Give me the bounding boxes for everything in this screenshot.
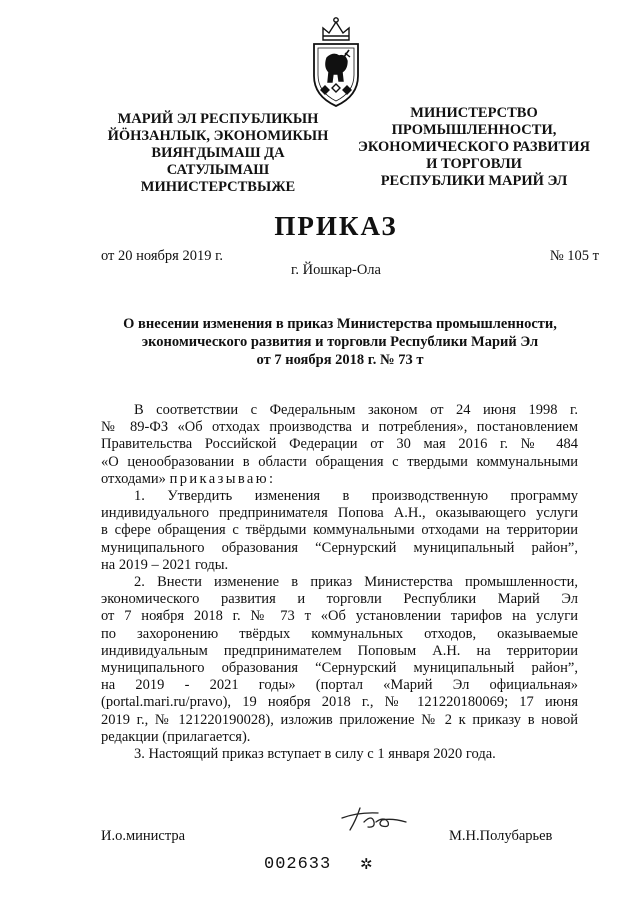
- header-left-line: ВИЯҤДЫМАШ ДА: [151, 145, 285, 161]
- order-date: от 20 ноября 2019 г.: [101, 248, 224, 264]
- header-right-line: РЕСПУБЛИКИ МАРИЙ ЭЛ: [380, 173, 568, 189]
- text-line: 2019 г., № 121220190028), изложив приложение № 2 к приказу в новой: [101, 711, 578, 728]
- orders-word: приказываю:: [169, 470, 276, 487]
- text-line: муниципального образования “Сернурский муниципальный район”,: [101, 660, 578, 677]
- text-line: [101, 471, 578, 488]
- item-1-paragraph: [101, 488, 578, 574]
- header-right-line: ЭКОНОМИЧЕСКОГО РАЗВИТИЯ: [358, 139, 590, 155]
- item-2-paragraph: [101, 574, 578, 746]
- handwritten-signature-icon: [338, 800, 410, 836]
- signatory-position: И.о.министра: [101, 828, 186, 844]
- preamble-paragraph: [101, 402, 578, 488]
- text-line: В соответствии с Федеральным законом от 24 июня 1998 г.: [134, 402, 578, 418]
- text-line: редакции (прилагается).: [101, 728, 251, 745]
- serial-mark: ✲: [360, 857, 373, 873]
- header-right-line: И ТОРГОВЛИ: [426, 156, 522, 172]
- header-right: [354, 105, 594, 190]
- subject-line: О внесении изменения в приказ Министерства промышленности,: [123, 316, 557, 332]
- text-line: на 2019 – 2021 годы.: [101, 556, 229, 573]
- header-right-line: ПРОМЫШЛЕННОСТИ,: [391, 122, 557, 138]
- text-line: Правительства Российской Федерации от 30 мая 2016 г. № 484: [101, 436, 578, 453]
- serial-number: 002633: [264, 855, 332, 874]
- header-left-line: ЙӦНЗАНЛЫК, ЭКОНОМИКЫН: [107, 128, 329, 144]
- text-line: «О ценообразовании в области обращения с твердыми коммунальными: [101, 453, 578, 470]
- order-city: г. Йошкар-Ола: [291, 262, 381, 278]
- text-line: экономического развития и торговли Республики Марий Эл: [101, 591, 578, 608]
- text-line: по захоронению твёрдых коммунальных отходов, оказываемые: [101, 625, 578, 642]
- header-left: [96, 111, 340, 196]
- text-line: (portal.mari.ru/pravo), 19 ноября 2018 г., № 121220180069; 17 июня: [101, 694, 578, 711]
- preamble-prefix: отходами»: [101, 470, 170, 487]
- order-subject: [90, 315, 590, 369]
- header-left-line: МАРИЙ ЭЛ РЕСПУБЛИКЫН: [117, 111, 319, 127]
- coat-of-arms-icon: [303, 14, 369, 110]
- document-title: ПРИКАЗ: [274, 211, 398, 241]
- text-line: индивидуальным предпринимателем Поповым А.Н. на территории: [101, 642, 578, 659]
- header-left-line: САТУЛЫМАШ: [166, 162, 270, 178]
- text-line: 3. Настоящий приказ вступает в силу с 1 января 2020 года.: [134, 746, 496, 763]
- header-right-line: МИНИСТЕРСТВО: [410, 105, 538, 121]
- text-line: 2. Внести изменение в приказ Министерства промышленности,: [134, 574, 578, 591]
- signatory-name: М.Н.Полубарьев: [449, 828, 553, 844]
- text-line: от 7 ноября 2018 г. № 73 т «Об установлении тарифов на услуги: [101, 608, 578, 625]
- header-left-line: МИНИСТЕРСТВЫЖЕ: [140, 179, 296, 195]
- text-line: индивидуального предпринимателя Попова А.Н., оказывающего услуги: [101, 505, 578, 522]
- text-line: 1. Утвердить изменения в производственную программу: [134, 488, 578, 505]
- order-body: [101, 402, 578, 763]
- subject-line: экономического развития и торговли Республики Марий Эл: [141, 334, 539, 350]
- text-line: в сфере обращения с твёрдыми коммунальными отходами на территории: [101, 522, 578, 539]
- text-line: на 2019 - 2021 годы» (портал «Марий Эл официальная»: [101, 677, 578, 694]
- subject-line: от 7 ноября 2018 г. № 73 т: [256, 352, 424, 368]
- text-line: № 89-ФЗ «Об отходах производства и потребления», постановлением: [101, 419, 578, 436]
- order-number: № 105 т: [549, 248, 599, 264]
- item-3-paragraph: [101, 746, 578, 763]
- text-line: муниципального образования “Сернурский муниципальный район”,: [101, 539, 578, 556]
